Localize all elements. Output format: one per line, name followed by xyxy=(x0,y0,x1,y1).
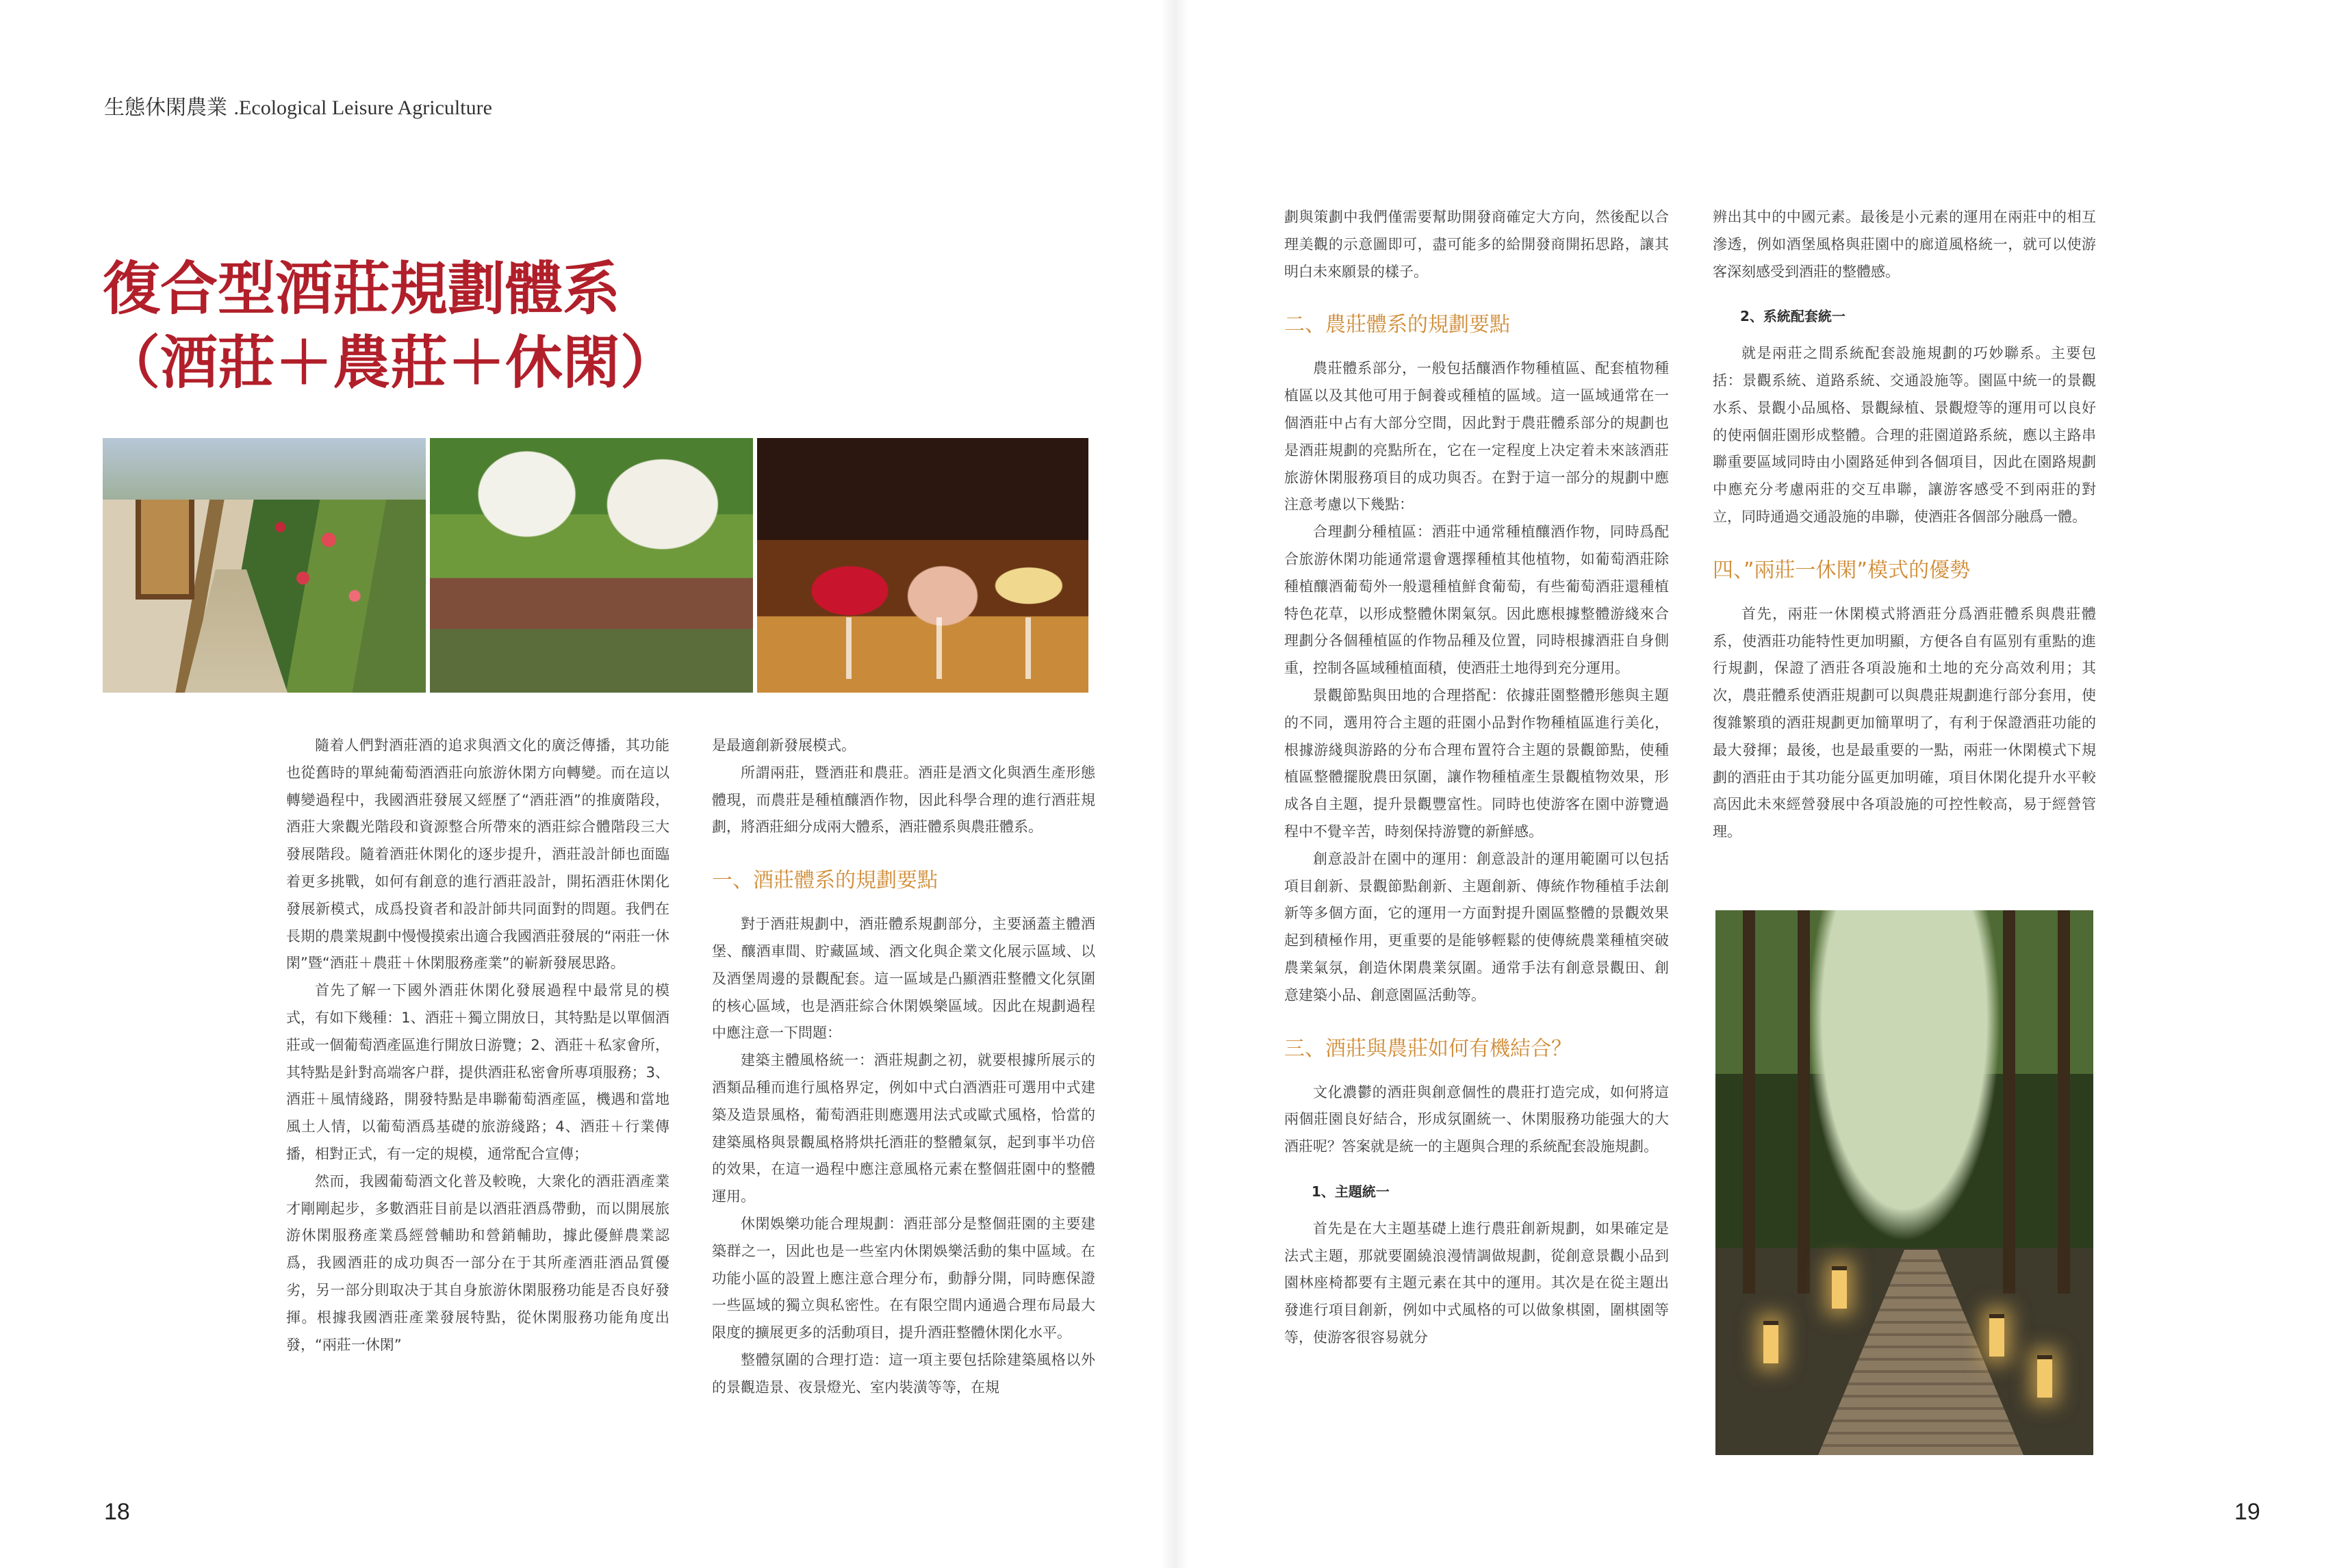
page-number-left: 18 xyxy=(104,1499,130,1525)
glass-stem-shape xyxy=(1025,617,1031,679)
running-head xyxy=(104,90,492,120)
wine-glasses-photo xyxy=(757,438,1088,693)
paragraph: 隨着人們對酒莊酒的追求與酒文化的廣泛傳播，其功能也從舊時的單純葡萄酒酒莊向旅游休閑方向轉變。而在這以轉變過程中，我國酒莊發展又經歷了“酒莊酒”的推廣階段，酒莊大衆觀光階段和資源整合所帶來的酒莊綜合體階段三大發展階段。隨着酒莊休閑化的逐步提升，酒莊設計師也面臨着更多挑戰，如何有創意的進行酒莊設計，開拓酒莊休閑化發展新模式，成爲投資者和設計師共同面對的問題。我們在長期的農業規劃中慢慢摸索出適合我國酒莊發展的“兩莊一休閑”暨“酒莊＋農莊＋休閑服務產業”的嶄新發展思路。 xyxy=(286,737,669,972)
text-column-4 xyxy=(1713,204,2096,846)
paragraph: 對于酒莊規劃中，酒莊體系規劃部分，主要涵蓋主體酒堡、釀酒車間、貯藏區域、酒文化與企業文化展示區域、以及酒堡周邊的景觀配套。這一區域是凸顯酒莊整體文化氛圍的核心區域，也是酒莊綜合休閑娛樂區域。因此在規劃過程中應注意一下問題： xyxy=(712,916,1095,1042)
text-column-2 xyxy=(712,732,1095,1402)
text-column-3 xyxy=(1284,204,1669,1352)
outdoor-dining-photo xyxy=(430,438,753,693)
lantern-shape xyxy=(1832,1266,1847,1309)
article-title-line2: （酒莊＋農莊＋休閑） xyxy=(103,329,678,396)
paragraph: 首先，兩莊一休閑模式將酒莊分爲酒莊體系與農莊體系，使酒莊功能特性更加明顯，方便各自有區别有重點的進行規劃，保證了酒莊各項設施和土地的充分高效利用；其次，農莊體系使酒莊規劃可以與農莊規劃進行部分套用，使復雜繁瑣的酒莊規劃更加簡單明了，有利于保證酒莊功能的最大發揮；最後，也是最重要的一點，兩莊一休閑模式下規劃的酒莊由于其功能分區更加明確，項目休閑化提升水平較高因此未來經營發展中各項設施的可控性較高，易于經營管理。 xyxy=(1713,605,2096,840)
garden-path-shape xyxy=(185,569,288,693)
paragraph: 合理劃分種植區：酒莊中通常種植釀酒作物，同時爲配合旅游休閑功能通常還會選擇種植其他植物，如葡萄酒莊除種植釀酒葡萄外一般還種植鮮食葡萄，有些葡萄酒莊還種植特色花草，以形成整體休閑氣氛。因此應根據整體游綫來合理劃分各個種植區的作物品種及位置，同時根據酒莊自身側重，控制各區域種植面積，使酒莊土地得到充分運用。 xyxy=(1284,524,1669,677)
paragraph: 首先了解一下國外酒莊休閑化發展過程中最常見的模式，有如下幾種：1、酒莊＋獨立開放日，其特點是以單個酒莊或一個葡萄酒產區進行開放日游覽；2、酒莊＋私家會所，其特點是針對高端客户群，提供酒莊私密會所專項服務；3、酒莊＋風情綫路，開發特點是串聯葡萄酒產區，機遇和當地風土人情，以葡萄酒爲基礎的旅游綫路；4、酒莊＋行業傳播，相對正式，有一定的規模，通常配合宣傳； xyxy=(286,982,669,1162)
tree-trunk-shape xyxy=(2003,910,2015,1294)
paragraph: 所謂兩莊，暨酒莊和農莊。酒莊是酒文化與酒生產形態體現，而農莊是種植釀酒作物，因此科學合理的進行酒莊規劃，將酒莊細分成兩大體系，酒莊體系與農莊體系。 xyxy=(712,764,1095,836)
lantern-shape xyxy=(1763,1321,1778,1363)
lantern-shape xyxy=(2037,1355,2052,1398)
glass-stem-shape xyxy=(846,617,852,679)
glass-stem-shape xyxy=(936,617,942,679)
running-head-en: .Ecological Leisure Agriculture xyxy=(233,97,492,119)
paragraph: 建築主體風格統一：酒莊規劃之初，就要根據所展示的酒類品種而進行風格界定，例如中式白酒酒莊可選用中式建築及造景風格，葡萄酒莊則應選用法式或歐式風格，恰當的建築風格與景觀風格將烘托酒莊的整體氣氛，起到事半功倍的效果，在這一過程中應注意風格元素在整個莊園中的整體運用。 xyxy=(712,1052,1095,1205)
paragraph: 首先是在大主題基礎上進行農莊創新規劃，如果確定是法式主題，那就要圍繞浪漫情調做規劃，從創意景觀小品到園林座椅都要有主題元素在其中的運用。其次是在從主題出發進行項目創新，例如中式風格的可以做象棋園，圍棋園等等，使游客很容易就分 xyxy=(1284,1220,1669,1346)
paragraph: 是最適創新發展模式。 xyxy=(712,737,856,754)
paragraph: 辨出其中的中國元素。最後是小元素的運用在兩莊中的相互滲透，例如酒堡風格與莊園中的廊道風格統一，就可以使游客深刻感受到酒莊的整體感。 xyxy=(1713,209,2096,280)
paragraph: 然而，我國葡萄酒文化普及較晚，大衆化的酒莊酒產業才剛剛起步，多數酒莊目前是以酒莊酒爲帶動，而以開展旅游休閑服務產業爲經營輔助和營銷輔助，據此優鮮農業認爲，我國酒莊的成功與否一部分在于其所產酒莊酒品質優劣，另一部分則取决于其自身旅游休閑服務功能是否良好發揮。根據我國酒莊產業發展特點，從休閑服務功能角度出發，“兩莊一休閑” xyxy=(286,1172,669,1353)
tree-trunk-shape xyxy=(2058,910,2070,1294)
paragraph: 創意設計在園中的運用：創意設計的運用範圍可以包括項目創新、景觀節點創新、主題創新、傳統作物種植手法創新等多個方面，它的運用一方面對提升園區整體的景觀效果起到積極作用，更重要的是能够輕鬆的使傳統農業種植突破農業氣氛，創造休閑農業氛圍。通常手法有創意景觀田、創意建築小品、創意園區活動等。 xyxy=(1284,850,1669,1003)
page-number-right: 19 xyxy=(2234,1499,2260,1525)
tree-trunk-shape xyxy=(1798,910,1810,1294)
paragraph: 休閑娛樂功能合理規劃：酒莊部分是整個莊園的主要建築群之一，因此也是一些室内休閑娛樂活動的集中區域。在功能小區的設置上應注意合理分布，動靜分開，同時應保證一些區域的獨立與私密性。在有限空間内通過合理布局最大限度的擴展更多的活動項目，提升酒莊整體休閑化水平。 xyxy=(712,1215,1095,1341)
paragraph: 文化濃鬱的酒莊與創意個性的農莊打造完成，如何將這兩個莊園良好結合，形成氛圍統一、休閑服務功能强大的大酒莊呢？答案就是統一的主題與合理的系統配套設施規劃。 xyxy=(1284,1083,1669,1155)
forest-boardwalk-photo xyxy=(1715,910,2093,1455)
wall-painting-shape xyxy=(136,486,194,600)
running-head-zh: 生態休閑農業 xyxy=(104,96,227,120)
paragraph: 就是兩莊之間系統配套設施規劃的巧妙聯系。主要包括：景觀系統、道路系統、交通設施等。園區中統一的景觀水系、景觀小品風格、景觀緑植、景觀燈等的運用可以良好的使兩個莊園形成整體。合理的莊園道路系統，應以主路串聯重要區域同時由小園路延伸到各個項目，因此在園路規劃中應充分考慮兩莊的交互串聯，讓游客感受不到兩莊的對立，同時通過交通設施的串聯，使酒莊各個部分融爲一體。 xyxy=(1713,345,2096,525)
section-heading-3: 三、酒莊與農莊如何有機結合？ xyxy=(1284,1036,1572,1061)
photo-strip xyxy=(103,438,1088,693)
text-column-1 xyxy=(286,732,669,1359)
tree-trunk-shape xyxy=(1743,910,1755,1294)
paragraph: 農莊體系部分，一般包括釀酒作物種植區、配套植物種植區以及其他可用于飼養或種植的區域。這一區域通常在一個酒莊中占有大部分空間，因此對于農莊體系部分的規劃也是酒莊規劃的亮點所在，它在一定程度上决定着未來該酒莊旅游休閑服務項目的成功與否。在對于這一部分的規劃中應注意考慮以下幾點： xyxy=(1284,360,1669,513)
article-title xyxy=(103,252,678,400)
section-heading-2: 二、農莊體系的規劃要點 xyxy=(1284,313,1510,337)
subheading-2: 2、系統配套統一 xyxy=(1740,308,1845,325)
paragraph: 劃與策劃中我們僅需要幫助開發商確定大方向，然後配以合理美觀的示意圖即可，盡可能多的給開發商開拓思路，讓其明白未來願景的樣子。 xyxy=(1284,209,1669,280)
subheading-1: 1、主題統一 xyxy=(1312,1183,1390,1200)
paragraph: 景觀節點與田地的合理搭配：依據莊園整體形態與主題的不同，選用符合主題的莊園小品對作物種植區進行美化，根據游綫與游路的分布合理布置符合主題的景觀節點，使種植區整體擺脫農田氛圍，讓作物種植產生景觀植物效果，形成各自主題，提升景觀豐富性。同時也使游客在園中游覽過程中不覺辛苦，時刻保持游覽的新鮮感。 xyxy=(1284,686,1669,840)
section-heading-1: 一、酒莊體系的規劃要點 xyxy=(712,869,938,893)
winery-garden-photo xyxy=(103,438,426,693)
section-heading-4: 四、”兩莊一休閑”模式的優勢 xyxy=(1713,558,1971,582)
paragraph: 整體氛圍的合理打造：這一項主要包括除建築風格以外的景觀造景、夜景燈光、室内裝潢等等，在規 xyxy=(712,1351,1095,1396)
article-title-line1: 復合型酒莊規劃體系 xyxy=(103,255,621,322)
lantern-shape xyxy=(1989,1314,2004,1357)
